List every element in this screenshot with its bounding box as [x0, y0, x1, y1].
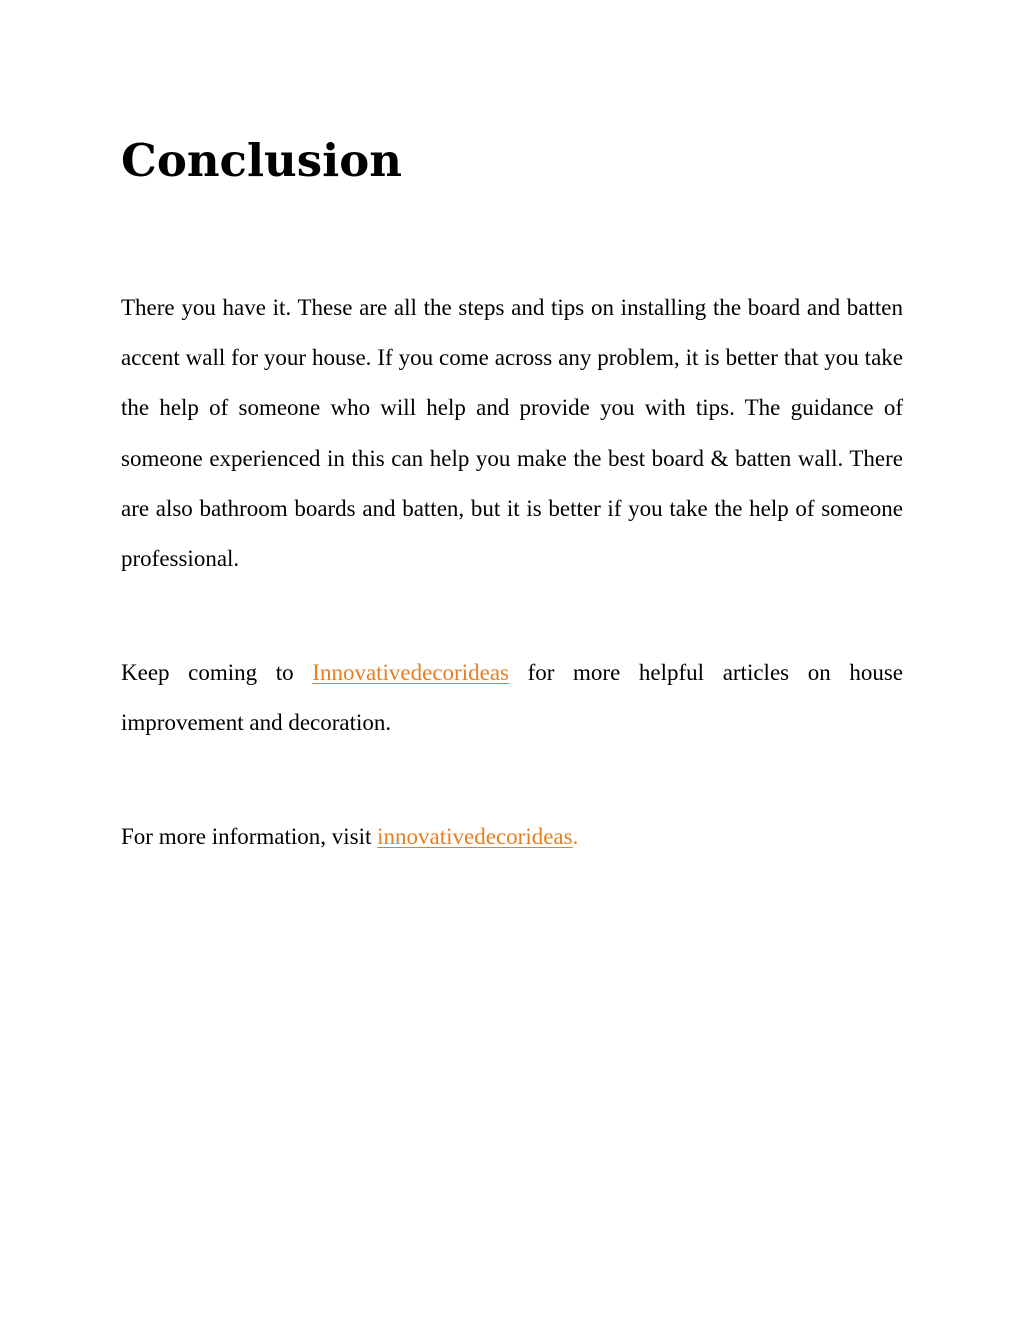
keep-coming-paragraph — [121, 648, 903, 748]
page-title: Conclusion — [121, 134, 402, 187]
link-period: . — [572, 824, 579, 849]
more-info-text: For more information, visit — [121, 824, 378, 849]
visit-site-link[interactable]: innovativedecorideas — [377, 824, 573, 849]
innovativedecorideas-link[interactable]: Innovativedecorideas — [312, 660, 509, 685]
articles-text: for more helpful articles on house improvement and decoration. — [121, 660, 904, 736]
keep-coming-text: Keep coming to — [121, 660, 313, 685]
conclusion-paragraph: There you have it. These are all the steps and tips on installing the board and batten accent wall for your house. If you come across any problem, it is better that you take the help of someone who will help and provide you with tips. The guidance of someone experienced in this can help you make the best board & batten wall. There are also bathroom boards and batten, but it is better if you take the help of someone professional. — [121, 295, 903, 572]
more-info-paragraph — [121, 812, 903, 862]
